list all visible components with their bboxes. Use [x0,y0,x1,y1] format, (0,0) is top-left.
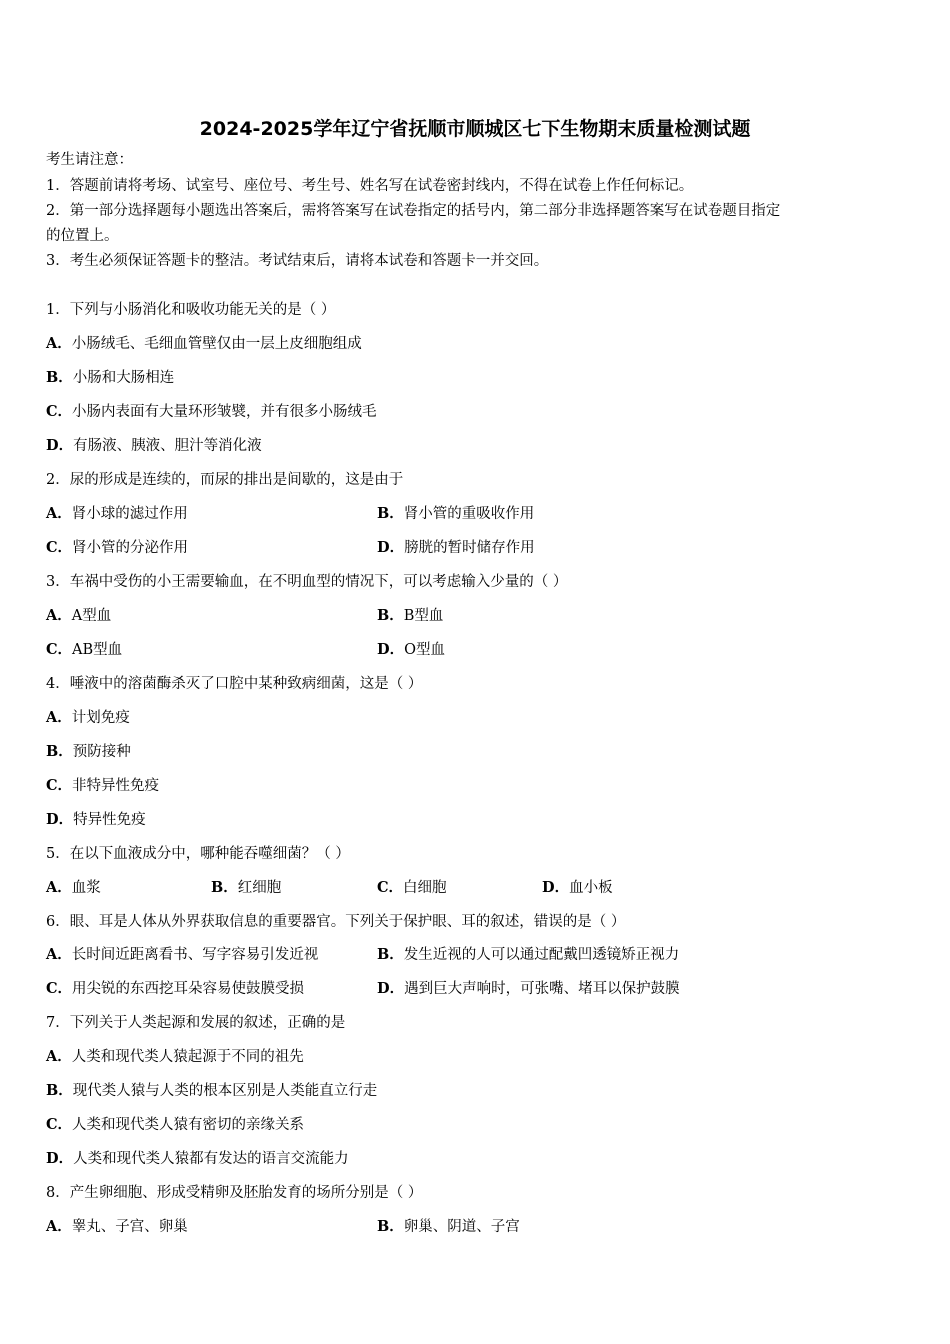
option-text: 现代类人猿与人类的根本区别是人类能直立行走 [72,1083,378,1099]
option-text: 有肠液、胰液、胆汁等消化液 [73,438,262,454]
option [46,1081,377,1101]
option-label: A． [46,607,72,624]
option-text: 人类和现代类人猿起源于不同的祖先 [71,1049,304,1065]
option-label: B． [211,879,238,896]
question-stem: 1．下列与小肠消化和吸收功能无关的是（ ） [46,302,336,318]
option-label: A． [46,1218,72,1235]
option-text: 发生近视的人可以通过配戴凹透镜矫正视力 [403,947,680,963]
option [377,878,447,898]
option-label: B． [377,1218,404,1235]
option-text: 小肠绒毛、毛细血管壁仅由一层上皮细胞组成 [71,336,362,352]
option-text: 卵巢、阴道、子宫 [403,1219,520,1235]
option [46,1115,304,1135]
option-text: 长时间近距离看书、写字容易引发近视 [71,947,319,963]
option-text: 小肠和大肠相连 [72,370,175,386]
option-label: D． [46,437,74,454]
option-text: 人类和现代类人猿都有发达的语言交流能力 [73,1151,349,1167]
option-label: A． [46,709,72,726]
notice-item: 3．考生必须保证答题卡的整洁。考试结束后，请将本试卷和答题卡一并交回。 [46,253,549,269]
option-text: 小肠内表面有大量环形皱襞，并有很多小肠绒毛 [72,404,377,420]
option [46,606,111,626]
option-text: 计划免疫 [71,710,130,726]
option-text: 膀胱的暂时储存作用 [404,540,535,556]
option-label: A． [46,1048,72,1065]
option-label: A． [46,946,72,963]
option [377,606,443,626]
option-text: 预防接种 [72,744,131,760]
option-text: 遇到巨大声响时，可张嘴、堵耳以保护鼓膜 [404,981,680,997]
option-label: B． [377,607,404,624]
option [377,640,445,660]
option-text: 非特异性免疫 [72,778,160,794]
option-text: 睾丸、子宫、卵巢 [71,1219,188,1235]
question-stem: 8．产生卵细胞、形成受精卵及胚胎发育的场所分别是（ ） [46,1185,423,1201]
option-text: 用尖锐的东西挖耳朵容易使鼓膜受损 [72,981,305,997]
option-text: 特异性免疫 [73,812,146,828]
notice-item: 的位置上。 [46,228,119,244]
option-label: A． [46,505,72,522]
option [542,878,613,898]
option-label: B． [377,946,404,963]
option-label: C． [46,980,73,997]
option-label: B． [377,505,404,522]
question-stem: 3．车祸中受伤的小王需要输血，在不明血型的情况下，可以考虑输入少量的（ ） [46,574,568,590]
question-stem: 2．尿的形成是连续的，而尿的排出是间歇的，这是由于 [46,472,404,488]
option-label: D． [377,980,405,997]
option [46,1217,188,1237]
option-label: D． [46,1150,74,1167]
notice-item: 1．答题前请将考场、试室号、座位号、考生号、姓名写在试卷密封线内，不得在试卷上作任何标记。 [46,178,694,194]
question-stem: 7．下列关于人类起源和发展的叙述，正确的是 [46,1015,346,1031]
option [46,1047,304,1067]
option-text: A型血 [71,608,112,624]
option [377,1217,520,1237]
option [46,368,174,388]
option-text: B型血 [403,608,444,624]
option [46,742,131,762]
option-label: C． [46,1116,73,1133]
notice-heading: 考生请注意： [46,152,133,168]
option-label: A． [46,879,72,896]
option [46,979,304,999]
option-text: 红细胞 [237,880,282,896]
option [46,504,188,524]
option-label: C． [46,641,73,658]
option [46,402,377,422]
option-text: 血浆 [71,880,101,896]
option-label: B． [46,1082,73,1099]
question-stem: 6．眼、耳是人体从外界获取信息的重要器官。下列关于保护眼、耳的叙述，错误的是（ ） [46,914,626,930]
option [46,538,188,558]
option-label: D． [542,879,570,896]
option [377,979,680,999]
option-text: 肾小管的分泌作用 [72,540,189,556]
option-label: C． [46,777,73,794]
notice-item: 2．第一部分选择题每小题选出答案后，需将答案写在试卷指定的括号内，第二部分非选择题答案写在试卷题目指定 [46,203,781,219]
option-label: D． [46,811,74,828]
option [46,945,318,965]
option [377,945,679,965]
option-label: D． [377,641,405,658]
option [377,538,535,558]
option-text: AB型血 [72,642,123,658]
option-text: 肾小管的重吸收作用 [403,506,535,522]
option-label: C． [377,879,404,896]
option [211,878,281,898]
option [377,504,534,524]
option [46,640,122,660]
option-text: 人类和现代类人猿有密切的亲缘关系 [72,1117,305,1133]
question-stem: 5．在以下血液成分中，哪种能吞噬细菌？（ ） [46,846,350,862]
question-stem: 4．唾液中的溶菌酶杀灭了口腔中某种致病细菌，这是（ ） [46,676,423,692]
option-text: O型血 [404,642,445,658]
option [46,776,159,796]
option [46,1149,349,1169]
option [46,708,130,728]
option-label: C． [46,539,73,556]
option [46,436,262,456]
option-label: B． [46,743,73,760]
option-text: 血小板 [569,880,613,896]
option-text: 肾小球的滤过作用 [71,506,188,522]
option-text: 白细胞 [403,880,447,896]
page-title: 2024-2025学年辽宁省抚顺市顺城区七下生物期末质量检测试题 [199,118,751,140]
option [46,878,101,898]
option-label: B． [46,369,73,386]
option-label: D． [377,539,405,556]
option [46,334,362,354]
option-label: A． [46,335,72,352]
option-label: C． [46,403,73,420]
option [46,810,146,830]
